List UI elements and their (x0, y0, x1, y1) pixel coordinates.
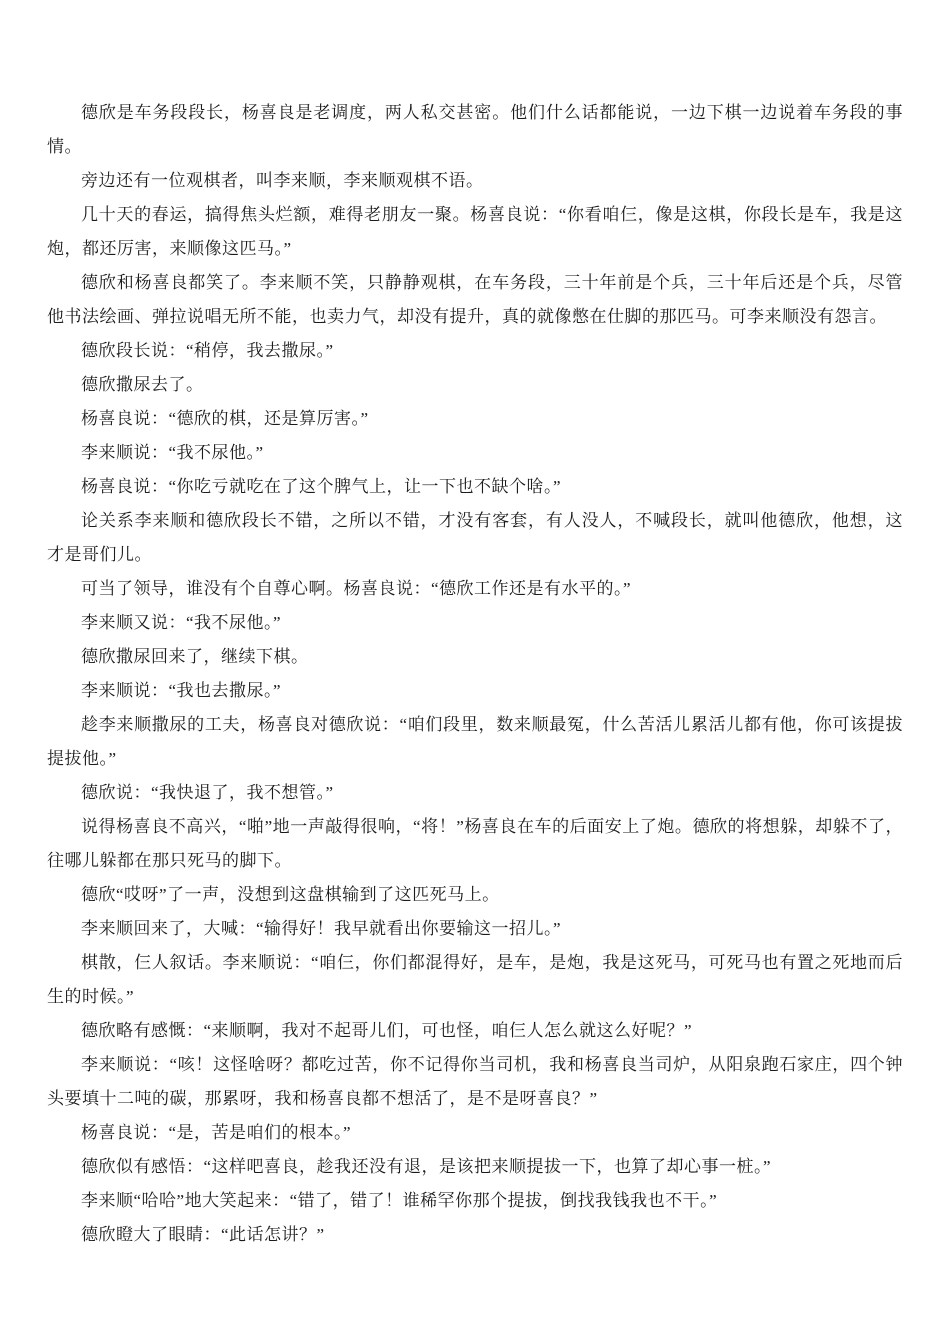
story-paragraph: 德欣瞪大了眼睛：“此话怎讲？” (81, 1225, 325, 1244)
story-paragraph: 德欣似有感悟：“这样吧喜良，趁我还没有退，是该把来顺提拔一下，也算了却心事一桩。” (81, 1157, 772, 1176)
story-paragraph: 李来顺“哈哈”地大笑起来：“错了，错了！谁稀罕你那个提拔，倒找我钱我也不干。” (81, 1191, 718, 1210)
story-paragraph: 德欣撒尿去了。 (81, 375, 204, 394)
story-paragraph: 趁李来顺撒尿的工夫，杨喜良对德欣说：“咱们段里，数来顺最冤，什么苦活儿累活儿都有他，你可该提拔提拔他。” (47, 715, 903, 768)
story-paragraph: 德欣略有感慨：“来顺啊，我对不起哥儿们，可也怪，咱仨人怎么就这么好呢？” (81, 1021, 693, 1040)
story-paragraph: 李来顺又说：“我不尿他。” (81, 613, 282, 632)
story-paragraph: 德欣段长说：“稍停，我去撒尿。” (81, 341, 334, 360)
story-paragraph: 论关系李来顺和德欣段长不错，之所以不错，才没有客套，有人没人，不喊段长，就叫他德欣，他想，这才是哥们儿。 (47, 511, 903, 564)
story-paragraph: 可当了领导，谁没有个自尊心啊。杨喜良说：“德欣工作还是有水平的。” (81, 579, 632, 598)
story-paragraph: 李来顺回来了，大喊：“输得好！我早就看出你要输这一招儿。” (81, 919, 562, 938)
story-paragraph: 旁边还有一位观棋者，叫李来顺，李来顺观棋不语。 (81, 171, 484, 190)
story-paragraph: 李来顺说：“我不尿他。” (81, 443, 264, 462)
story-paragraph: 德欣说：“我快退了，我不想管。” (81, 783, 334, 802)
story-paragraph: 杨喜良说：“是，苦是咱们的根本。” (81, 1123, 352, 1142)
story-paragraph: 德欣“哎呀”了一声，没想到这盘棋输到了这匹死马上。 (81, 885, 500, 904)
story-paragraph: 杨喜良说：“德欣的棋，还是算厉害。” (81, 409, 369, 428)
story-paragraph: 德欣和杨喜良都笑了。李来顺不笑，只静静观棋，在车务段，三十年前是个兵，三十年后还是个兵，尽管他书法绘画、弹拉说唱无所不能，也卖力气，却没有提升，真的就像憋在仕脚的那匹马。可李来顺没有怨言。 (47, 273, 903, 326)
story-paragraph: 德欣撒尿回来了，继续下棋。 (81, 647, 309, 666)
story-paragraph: 几十天的春运，搞得焦头烂额，难得老朋友一聚。杨喜良说：“你看咱仨，像是这棋，你段长是车，我是这炮，都还厉害，来顺像这匹马。” (47, 205, 903, 258)
story-paragraph: 德欣是车务段段长，杨喜良是老调度，两人私交甚密。他们什么话都能说，一边下棋一边说着车务段的事情。 (47, 103, 903, 156)
story-paragraph: 说得杨喜良不高兴，“啪”地一声敲得很响，“将！”杨喜良在车的后面安上了炮。德欣的将想躲，却躲不了，往哪儿躲都在那只死马的脚下。 (47, 817, 903, 870)
story-paragraph: 棋散，仨人叙话。李来顺说：“咱仨，你们都混得好，是车，是炮，我是这死马，可死马也有置之死地而后生的时候。” (47, 953, 903, 1006)
story-paragraph: 李来顺说：“咳！这怪啥呀？都吃过苦，你不记得你当司机，我和杨喜良当司炉，从阳泉跑石家庄，四个钟头要填十二吨的碳，那累呀，我和杨喜良都不想活了，是不是呀喜良？” (47, 1055, 903, 1108)
story-paragraph: 杨喜良说：“你吃亏就吃在了这个脾气上，让一下也不缺个啥。” (81, 477, 562, 496)
story-text (47, 96, 903, 1252)
story-paragraph: 李来顺说：“我也去撒尿。” (81, 681, 282, 700)
